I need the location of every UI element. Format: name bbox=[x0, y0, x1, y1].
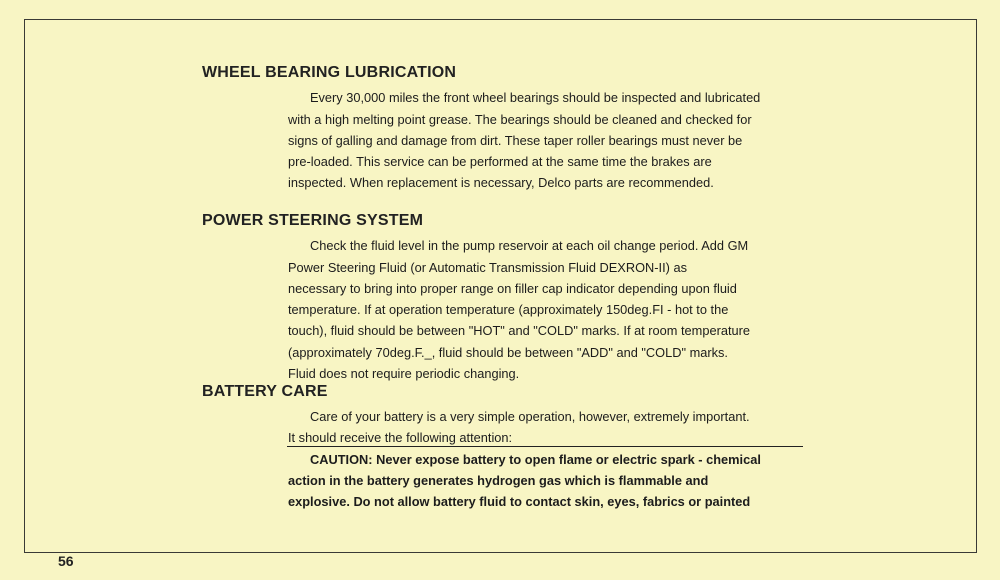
heading-power-steering: POWER STEERING SYSTEM bbox=[202, 212, 424, 229]
steering-line-5: touch), fluid should be between "HOT" and "COLD" marks. If at room temperature bbox=[288, 323, 751, 338]
steering-line-6: (approximately 70deg.F._, fluid should be between "ADD" and "COLD" marks. bbox=[288, 345, 728, 360]
caution-line-1: CAUTION: Never expose battery to open flame or electric spark - chemical bbox=[310, 452, 761, 467]
wheel-line-5: inspected. When replacement is necessary, Delco parts are recommended. bbox=[288, 175, 714, 190]
battery-line-2: It should receive the following attention: bbox=[288, 430, 513, 445]
steering-line-7: Fluid does not require periodic changing. bbox=[288, 366, 520, 381]
steering-line-4: temperature. If at operation temperature (approximately 150deg.FI - hot to the bbox=[288, 302, 729, 317]
steering-line-2: Power Steering Fluid (or Automatic Transmission Fluid DEXRON-II) as bbox=[288, 260, 687, 275]
wheel-line-4: pre-loaded. This service can be performed at the same time the brakes are bbox=[288, 154, 712, 169]
page-number: 56 bbox=[58, 553, 74, 569]
steering-line-3: necessary to bring into proper range on filler cap indicator depending upon fluid bbox=[288, 281, 737, 296]
steering-line-1: Check the fluid level in the pump reservoir at each oil change period. Add GM bbox=[310, 238, 749, 253]
heading-battery-care: BATTERY CARE bbox=[202, 383, 328, 400]
caution-line-3: explosive. Do not allow battery fluid to contact skin, eyes, fabrics or painted bbox=[288, 494, 751, 509]
wheel-line-3: signs of galling and damage from dirt. These taper roller bearings must never be bbox=[288, 133, 743, 148]
wheel-line-1: Every 30,000 miles the front wheel bearings should be inspected and lubricated bbox=[310, 90, 761, 105]
caution-divider bbox=[287, 446, 803, 447]
heading-wheel-bearing: WHEEL BEARING LUBRICATION bbox=[202, 64, 457, 81]
wheel-line-2: with a high melting point grease. The bearings should be cleaned and checked for bbox=[288, 112, 752, 127]
caution-line-2: action in the battery generates hydrogen gas which is flammable and bbox=[288, 473, 709, 488]
battery-line-1: Care of your battery is a very simple operation, however, extremely important. bbox=[310, 409, 750, 424]
